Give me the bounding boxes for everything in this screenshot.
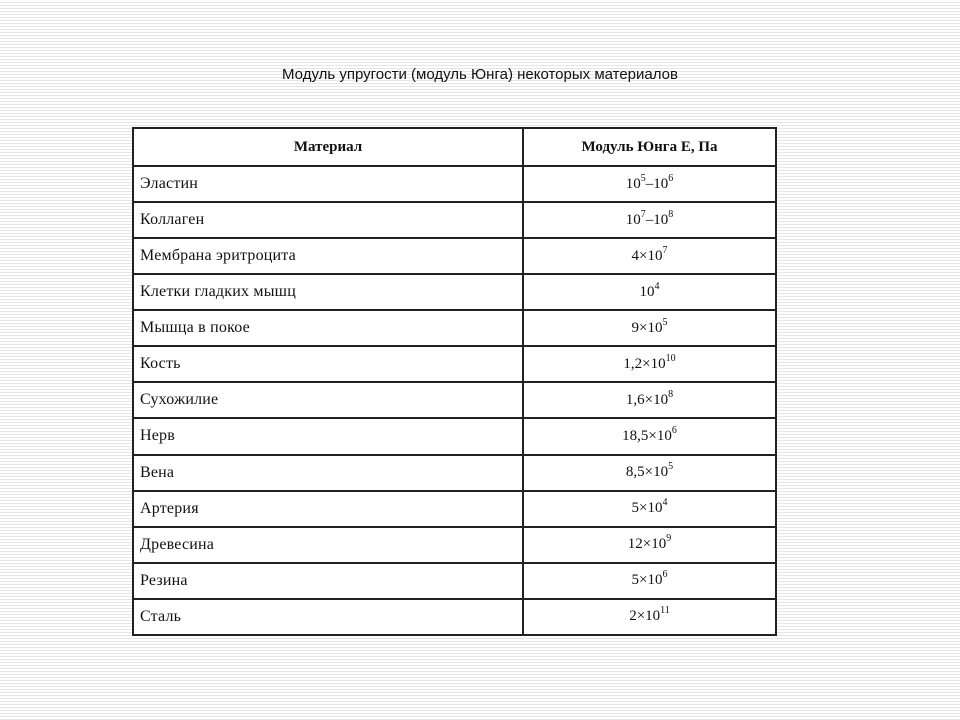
table-row (133, 418, 776, 454)
table-row (133, 491, 776, 527)
table-row (133, 455, 776, 491)
modulus-base: 1,2×10 (623, 355, 666, 372)
modulus-exponent: 7 (640, 208, 646, 220)
modulus-base: 8,5×10 (625, 464, 669, 481)
modulus-cell (523, 418, 776, 454)
table-row (133, 238, 776, 274)
table-row (133, 599, 776, 635)
material-cell: Сухожилие (133, 382, 523, 418)
header-material: Материал (133, 128, 523, 166)
modulus-cell (523, 382, 776, 418)
modulus-exponent: 8 (668, 208, 674, 220)
slide-title: Модуль упругости (модуль Юнга) некоторых материалов (282, 66, 678, 83)
modulus-cell (523, 238, 776, 274)
material-cell: Вена (133, 455, 523, 491)
modulus-base: 18,5×10 (622, 427, 672, 444)
modulus-exponent: 8 (668, 388, 674, 400)
table-row (133, 166, 776, 202)
modulus-cell (523, 310, 776, 346)
table-row (133, 527, 776, 563)
modulus-exponent: 4 (662, 497, 668, 509)
modulus-base: 1,6×10 (625, 391, 669, 408)
modulus-cell (523, 527, 776, 563)
modulus-base: 2×10 (629, 608, 661, 625)
modulus-base: –10 (645, 211, 669, 228)
modulus-base: 10 (625, 175, 641, 192)
table-header-row (133, 128, 776, 166)
modulus-cell (523, 202, 776, 238)
material-cell: Эластин (133, 166, 523, 202)
material-cell: Коллаген (133, 202, 523, 238)
modulus-exponent: 7 (662, 244, 668, 256)
modulus-exponent: 10 (665, 352, 676, 364)
modulus-cell (523, 563, 776, 599)
modulus-exponent: 4 (654, 280, 660, 292)
modulus-base: 10 (639, 283, 655, 300)
material-cell: Мышца в покое (133, 310, 523, 346)
modulus-exponent: 9 (666, 533, 672, 545)
table-row (133, 563, 776, 599)
table-row (133, 346, 776, 382)
material-cell: Кость (133, 346, 523, 382)
modulus-exponent: 5 (668, 461, 674, 473)
material-cell: Древесина (133, 527, 523, 563)
modulus-base: 12×10 (627, 536, 667, 553)
modulus-cell (523, 166, 776, 202)
modulus-base: 5×10 (631, 500, 663, 517)
modulus-exponent: 5 (662, 316, 668, 328)
material-cell: Клетки гладких мышц (133, 274, 523, 310)
modulus-exponent: 6 (671, 424, 677, 436)
modulus-exponent: 11 (660, 605, 670, 617)
table-row (133, 274, 776, 310)
modulus-cell (523, 599, 776, 635)
modulus-exponent: 6 (668, 172, 674, 184)
modulus-cell (523, 346, 776, 382)
modulus-exponent: 6 (662, 569, 668, 581)
material-cell: Артерия (133, 491, 523, 527)
material-cell: Нерв (133, 418, 523, 454)
modulus-base: 4×10 (631, 247, 663, 264)
table-row (133, 310, 776, 346)
youngs-modulus-table (132, 127, 777, 636)
modulus-cell (523, 491, 776, 527)
header-youngs-modulus: Модуль Юнга E, Па (523, 128, 776, 166)
modulus-base: 5×10 (631, 572, 663, 589)
modulus-exponent: 5 (640, 172, 646, 184)
table-body (133, 166, 776, 635)
table-row (133, 382, 776, 418)
modulus-base: 9×10 (631, 319, 663, 336)
material-cell: Мембрана эритроцита (133, 238, 523, 274)
modulus-base: 10 (625, 211, 641, 228)
modulus-cell (523, 274, 776, 310)
material-cell: Резина (133, 563, 523, 599)
youngs-modulus-table-container (132, 127, 775, 636)
modulus-base: –10 (645, 175, 669, 192)
material-cell: Сталь (133, 599, 523, 635)
table-row (133, 202, 776, 238)
modulus-cell (523, 455, 776, 491)
